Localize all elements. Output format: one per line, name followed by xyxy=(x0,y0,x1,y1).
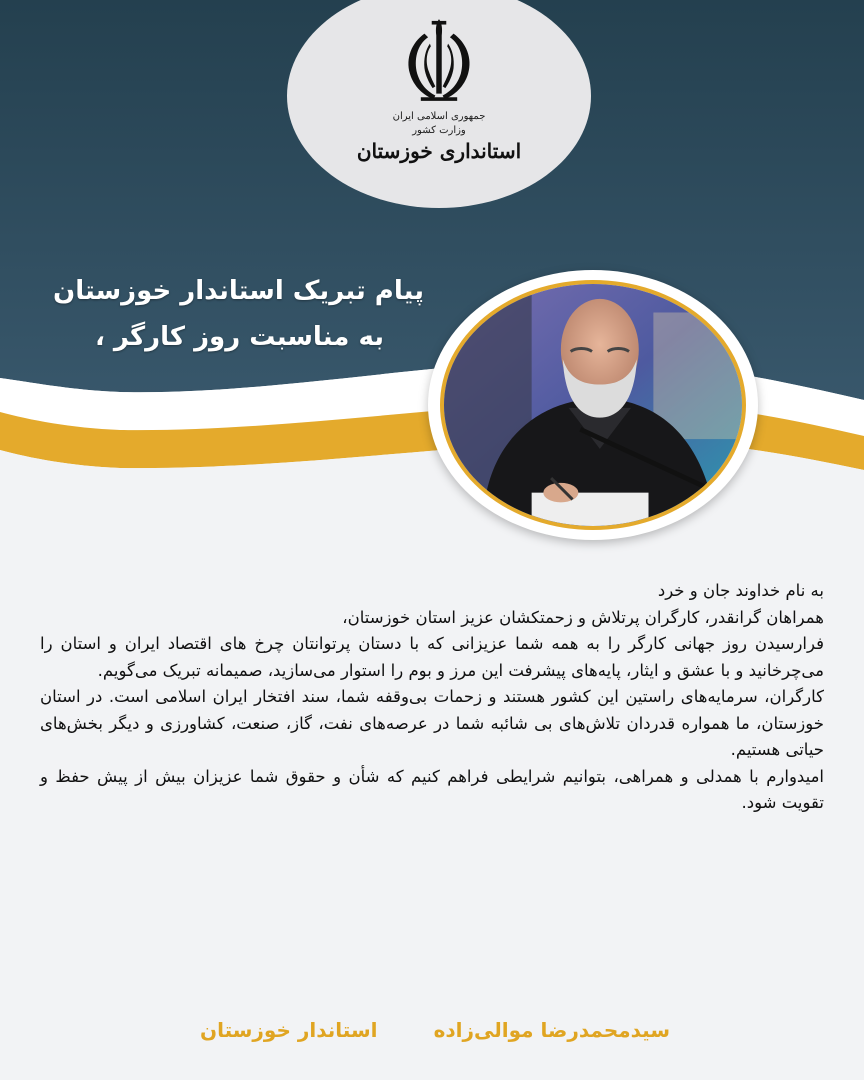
headline-subtitle: به مناسبت روز کارگر ، xyxy=(94,322,384,352)
headline xyxy=(4,268,424,360)
logo-ministry: وزارت کشور xyxy=(412,125,466,136)
logo-organization: استانداری خوزستان xyxy=(356,139,522,163)
letter-paragraph: کارگران، سرمایه‌های راستین این کشور هستند و زحمات بی‌وقفه شما، سند افتخار ایران اسلامی است. در استان خوزستان، ما همواره قدردان تلاش‌های بی شائبه شما در عرصه‌های نفت، گاز، صنعت، کشاورزی و دیگر بخش‌های حیاتی هستیم. xyxy=(40,687,824,759)
emblem-icon xyxy=(393,10,485,110)
letter-paragraph: فرارسیدن روز جهانی کارگر را به همه شما عزیزانی که با دستان پرتوانتان چرخ های اقتصاد ایران و استان را می‌چرخانید و با عشق و ایثار، پایه‌های پیشرفت این مرز و بوم را استوار می‌سازید، صمیمانه تبریک می‌گویم. xyxy=(40,634,824,680)
letter-salutation: به نام خداوند جان و خرد xyxy=(657,581,824,600)
letter-paragraph: امیدوارم با همدلی و همراهی، بتوانیم شرایطی فراهم کنیم که شأن و حقوق شما عزیزان بیش از پیش حفظ و تقویت شود. xyxy=(40,766,824,812)
governor-photo xyxy=(440,280,746,530)
signature-name: سیدمحمدرضا موالی‌زاده xyxy=(433,1018,670,1042)
letter-paragraph: همراهان گرانقدر، کارگران پرتلاش و زحمتکشان عزیز استان خوزستان، xyxy=(342,607,824,627)
signature xyxy=(200,1018,670,1042)
logo-country: جمهوری اسلامی ایران xyxy=(392,111,486,122)
signature-title: استاندار خوزستان xyxy=(200,1018,378,1042)
letter-body xyxy=(40,578,824,817)
headline-title: پیام تبریک استاندار خوزستان xyxy=(53,276,424,306)
logo xyxy=(289,0,589,216)
governor-photo-illustration xyxy=(444,284,742,526)
